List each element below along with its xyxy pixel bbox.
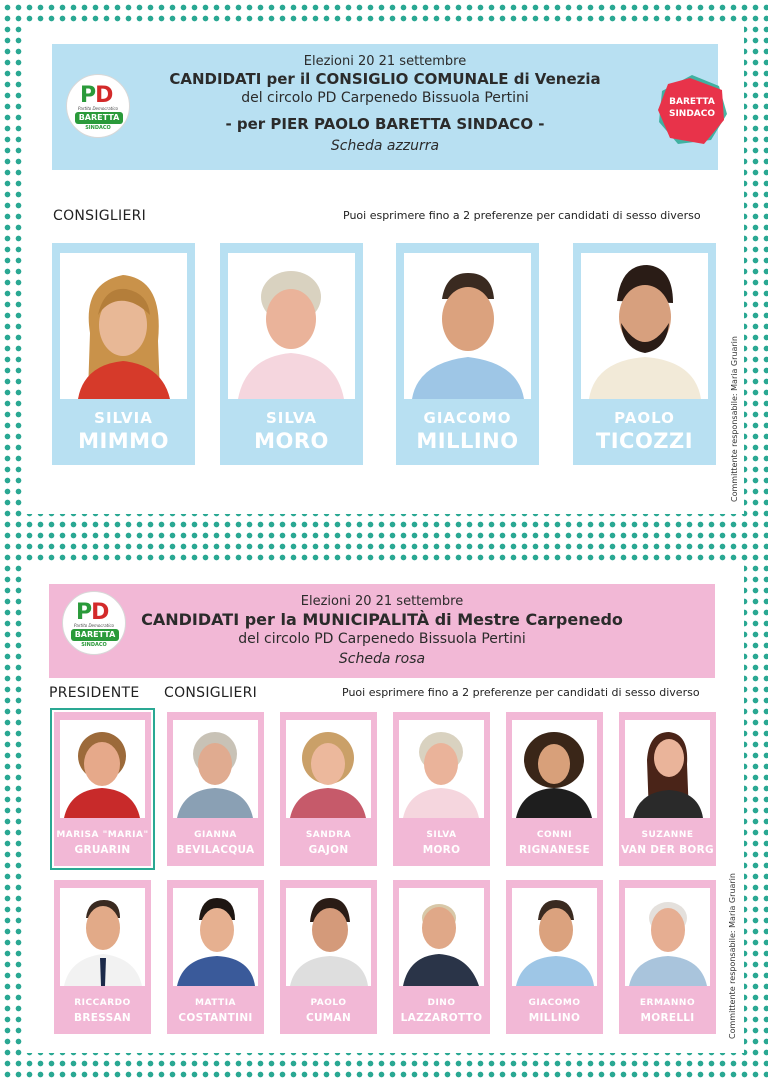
candidate-photo [512,720,597,818]
candidate-photo [625,888,710,986]
candidate-card [393,880,490,1034]
candidate-first-name: GIACOMO [528,998,581,1008]
candidate-card [393,712,490,866]
candidate-last-name: COSTANTINI [178,1012,253,1024]
candidate-photo [286,720,371,818]
candidate-photo [173,888,258,986]
pd-logo-party: Partito Democratico [78,106,118,111]
candidate-photo [581,253,708,399]
candidate-last-name: GRUARIN [74,844,131,856]
candidate-card [52,243,195,465]
president-card [54,712,151,866]
candidate-card [167,880,264,1034]
municipality-panel [22,563,744,1053]
committente-credit: Committente responsabile: Maria Gruarin [728,873,737,1039]
pd-logo [62,591,126,655]
mayor-line: - per PIER PAOLO BARETTA SINDACO - [225,115,545,133]
ballot-color: Scheda rosa [338,651,426,667]
candidate-card [54,880,151,1034]
page-title: CANDIDATI per la MUNICIPALITÀ di Mestre Carpenedo [141,610,623,629]
candidate-photo [399,720,484,818]
election-date: Elezioni 20 21 settembre [300,594,464,609]
badge-line1: BARETTA [669,97,715,107]
council-panel [22,24,744,514]
council-section-label: CONSIGLIERI [164,685,258,701]
pd-logo-band: BARETTA [71,629,119,641]
candidate-first-name: RICCARDO [74,998,131,1008]
badge-line2: SINDACO [668,109,716,119]
pd-logo-mark: PD [76,600,109,625]
candidate-photo [286,888,371,986]
ballot-color: Scheda azzurra [330,138,440,154]
circle-name: del circolo PD Carpenedo Bissuola Pertini [238,631,526,647]
baretta-sindaco-badge [656,74,728,146]
candidate-first-name: CONNI [536,830,573,840]
candidate-photo [60,720,145,818]
candidate-last-name: RIGNANESE [519,844,590,856]
president-section-label: PRESIDENTE [49,685,140,701]
candidate-first-name: SANDRA [305,830,352,840]
candidate-last-name: LAZZAROTTO [400,1012,483,1024]
candidate-photo [399,888,484,986]
candidate-first-name: GIANNA [194,830,237,840]
candidate-last-name: MORELLI [640,1012,695,1024]
candidate-first-name: SILVIA [94,409,153,427]
candidate-first-name: ERMANNO [639,998,696,1008]
candidate-last-name: MORO [254,429,329,453]
candidate-first-name: PAOLO [310,998,347,1008]
candidate-last-name: BEVILACQUA [176,844,255,856]
candidate-photo [512,888,597,986]
candidate-card [619,712,716,866]
candidate-card [280,880,377,1034]
pd-logo-sindaco: SINDACO [85,125,111,131]
candidate-last-name: TICOZZI [595,429,694,453]
candidate-first-name: MATTIA [194,998,237,1008]
candidate-last-name: BRESSAN [74,1012,131,1024]
candidate-last-name: MILLINO [416,429,519,453]
pd-logo-mark: PD [80,83,113,108]
candidate-photo [60,888,145,986]
committente-credit: Committente responsabile: Maria Gruarin [730,336,739,502]
preference-note: Puoi esprimere fino a 2 preferenze per candidati di sesso diverso [343,209,701,222]
candidate-last-name: GAJON [308,844,349,856]
candidate-card [573,243,716,465]
candidate-first-name: SILVA [265,409,318,427]
election-date: Elezioni 20 21 settembre [303,54,467,69]
circle-name: del circolo PD Carpenedo Bissuola Pertini [241,90,529,106]
candidate-last-name: CUMAN [305,1012,352,1024]
candidate-last-name: MIMMO [78,429,169,453]
candidate-card [506,880,603,1034]
municipality-header [49,584,715,678]
candidate-first-name: SUZANNE [641,830,694,840]
candidate-last-name: MILLINO [528,1012,581,1024]
candidate-first-name: DINO [427,998,456,1008]
pd-logo-sindaco: SINDACO [81,642,107,648]
candidate-card [280,712,377,866]
candidate-first-name: SILVA [426,830,457,840]
candidate-card [167,712,264,866]
pd-logo [66,74,130,138]
candidate-card [220,243,363,465]
preference-note: Puoi esprimere fino a 2 preferenze per candidati di sesso diverso [342,686,700,699]
candidate-last-name: VAN DER BORG [621,844,714,856]
page-title: CANDIDATI per il CONSIGLIO COMUNALE di Venezia [169,70,601,88]
candidate-first-name: GIACOMO [423,409,512,427]
council-header [52,44,718,170]
candidate-photo [625,720,710,818]
pd-logo-band: BARETTA [75,112,123,124]
candidate-photo [60,253,187,399]
candidate-card [506,712,603,866]
candidate-photo [404,253,531,399]
candidate-last-name: MORO [422,844,461,856]
candidate-photo [228,253,355,399]
candidate-photo [173,720,258,818]
candidate-card [396,243,539,465]
council-section-label: CONSIGLIERI [53,208,147,224]
candidate-card [619,880,716,1034]
candidate-first-name: MARISA "MARIA" [56,830,149,840]
candidate-first-name: PAOLO [614,409,675,427]
pd-logo-party: Partito Democratico [74,623,114,628]
